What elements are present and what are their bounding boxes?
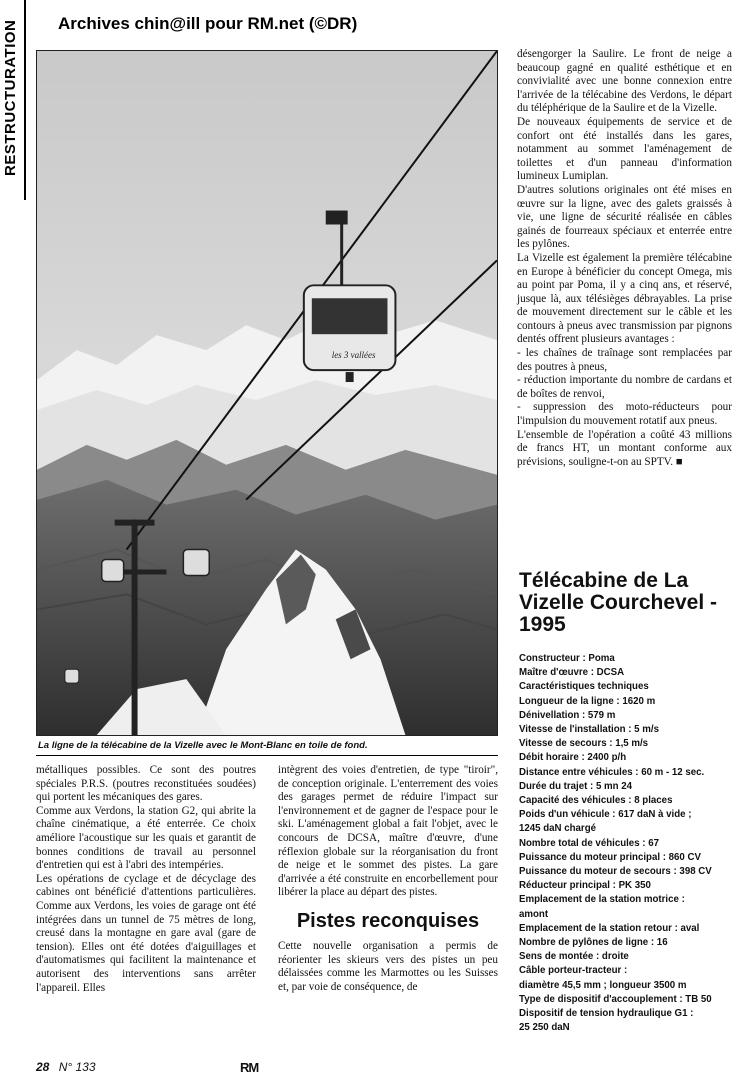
- paragraph: Comme aux Verdons, la station G2, qui abrite la chaîne cinématique, a été enterrée. Ce choix améliore l'acoustique sur les quais et garantit de bonnes conditions de travail au personnel d'entretien qui est à l'abri des intempéries.: [36, 804, 256, 872]
- paragraph: désengorger la Saulire. Le front de neige a beaucoup gagné en qualité esthétique et en convivialité avec une bonne connexion entre l'arrivée de la télécabine des Verdons, le départ du téléphérique de la Saulire et de la Vizelle.: [517, 48, 732, 115]
- spec-line: Emplacement de la station motrice :: [519, 894, 685, 906]
- spec-line: Longueur de la ligne : 1620 m: [519, 695, 656, 707]
- paragraph: Les opérations de cyclage et de décyclage des cabines ont bénéficié d'attentions particulières. Comme aux Verdons, les voies de garage ont été intégrées dans un tunnel de 75 mètres de long, creusé dans la montagne en gare aval (gare de tension). Elles ont été dotées d'aiguillages et d'automatismes qui facilitent la maintenance et autorisent des interventions sans arrêter l'appareil. Elles: [36, 872, 256, 994]
- spec-line: 1245 daN chargé: [519, 823, 597, 835]
- paragraph: intègrent des voies d'entretien, de type "tiroir", de conception originale. L'enterrement des voies des garages permet de réduire l'impact sur l'environnement et de gagner de l'espace pour le ski. L'aménagement global a fait l'objet, avec le concours de DCSA, maître d'œuvre, d'une réflexion globale sur la réorganisation du front de neige et le sommet des pistes. La gare d'arrivée a été construite en encorbellement pour libérer la place au départ des pistes.: [278, 764, 498, 899]
- section-subheading: Pistes reconquises: [296, 909, 480, 932]
- spec-list: [519, 652, 735, 1035]
- magazine-logo: RM: [240, 1060, 259, 1075]
- spec-line: 25 250 daN: [519, 1022, 570, 1034]
- paragraph: Cette nouvelle organisation a permis de réorienter les skieurs vers des pistes un peu délaissées comme les Marmottes ou les Suisses et, par voie de conséquence, de: [278, 939, 498, 993]
- spec-line: Maître d'œuvre : DCSA: [519, 667, 625, 679]
- spec-line: Type de dispositif d'accouplement : TB 50: [519, 993, 712, 1005]
- spec-line: Puissance du moteur principal : 860 CV: [519, 851, 701, 863]
- article-left-column: [36, 764, 256, 995]
- spec-line: Sens de montée : droite: [519, 951, 629, 963]
- spec-line: Capacité des véhicules : 8 places: [519, 795, 673, 807]
- spec-line: Puissance du moteur de secours : 398 CV: [519, 866, 712, 878]
- spec-line: Dispositif de tension hydraulique G1 :: [519, 1008, 694, 1020]
- page-number: 28: [36, 1060, 50, 1074]
- spec-line: diamètre 45,5 mm ; longueur 3500 m: [519, 979, 687, 991]
- spec-line: Caractéristiques techniques: [519, 681, 649, 693]
- archive-watermark: Archives chin@ill pour RM.net (©DR): [58, 14, 358, 33]
- spec-line: Débit horaire : 2400 p/h: [519, 752, 627, 764]
- page-footer: [36, 1060, 498, 1080]
- section-tab: [0, 0, 22, 200]
- section-rule: [24, 0, 26, 200]
- paragraph: - les chaînes de traînage sont remplacées par des poutres à pneus,: [517, 347, 732, 373]
- spec-line: Durée du trajet : 5 mn 24: [519, 780, 633, 792]
- gondola-brand-label: les 3 vallées: [331, 350, 376, 361]
- spec-line: Câble porteur-tracteur :: [519, 965, 628, 977]
- article-middle-column: [278, 764, 498, 994]
- spec-line: Nombre de pylônes de ligne : 16: [519, 937, 668, 949]
- issue-number: N° 133: [58, 1060, 96, 1074]
- spec-line: amont: [519, 908, 549, 920]
- paragraph: La Vizelle est également la première télécabine en Europe à bénéficier du concept Omega, mis au point par Poma, il y a cinq ans, et réservé, jusque là, aux télésièges débrayables. La prise de mouvement directement sur le câble et les contours à pneus avec transmission par pignons dentés offrent plusieurs avantages :: [517, 251, 732, 346]
- spec-line: Vitesse de secours : 1,5 m/s: [519, 738, 649, 750]
- gondola-photo-illustration: [37, 51, 497, 735]
- spec-line: Réducteur principal : PK 350: [519, 880, 651, 892]
- article-right-column: [517, 48, 732, 469]
- spec-line: Dénivellation : 579 m: [519, 709, 616, 721]
- spec-line: Poids d'un véhicule : 617 daN à vide ;: [519, 809, 692, 821]
- spec-line: Constructeur : Poma: [519, 653, 615, 664]
- paragraph: - suppression des moto-réducteurs pour l'impulsion du mouvement rotatif aux pneus.: [517, 401, 732, 428]
- paragraph: - réduction importante du nombre de cardans et de boîtes de renvoi,: [517, 374, 732, 400]
- spec-line: Nombre total de véhicules : 67: [519, 837, 659, 849]
- photo-caption: La ligne de la télécabine de la Vizelle avec le Mont-Blanc en toile de fond.: [36, 736, 498, 756]
- paragraph: métalliques possibles. Ce sont des poutres spéciales P.R.S. (poutres reconstituées soudées) qui portent les mécaniques des gares.: [36, 764, 256, 804]
- spec-box-title: Télécabine de La Vizelle Courchevel - 1995: [519, 569, 718, 636]
- paragraph: L'ensemble de l'opération a coûté 43 millions de francs HT, un montant conforme aux prévisions, souligne-t-on au SPTV. ■: [517, 428, 732, 468]
- gondola-photo: [36, 50, 498, 736]
- spec-line: Vitesse de l'installation : 5 m/s: [519, 724, 659, 736]
- paragraph: D'autres solutions originales ont été mises en œuvre sur la ligne, avec des galets graissés à vie, une ligne de sécurité réalisée en câbles gainés de fourreaux spéciaux et enterrée entre les pylônes.: [517, 183, 732, 251]
- spec-line: Distance entre véhicules : 60 m - 12 sec.: [519, 766, 705, 778]
- section-tab-label: RESTRUCTURATION: [2, 19, 19, 176]
- paragraph: De nouveaux équipements de service et de confort ont été installés dans les gares, notamment au sommet l'aménagement de toilettes et d'un panneau d'information lumineux Lumiplan.: [517, 115, 732, 183]
- spec-line: Emplacement de la station retour : aval: [519, 922, 700, 934]
